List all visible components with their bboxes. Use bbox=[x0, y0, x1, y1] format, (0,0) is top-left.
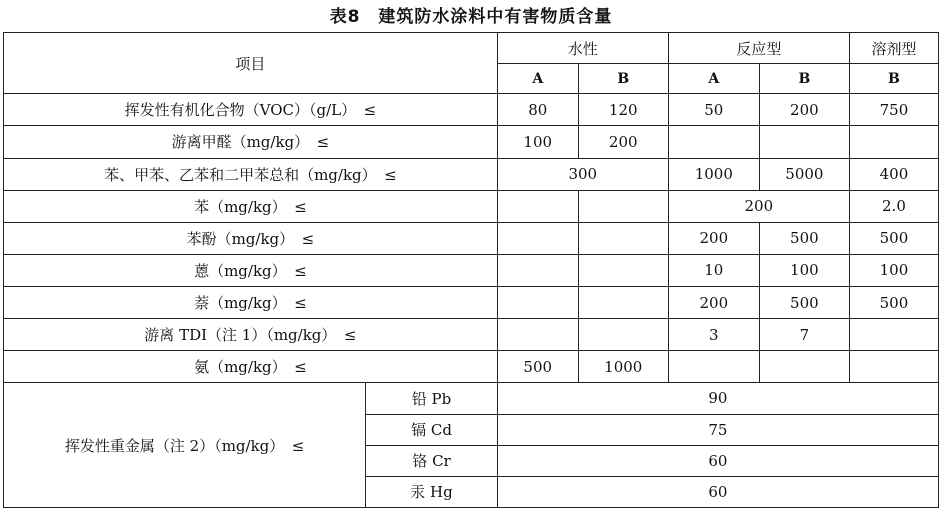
table-row bbox=[4, 351, 939, 383]
header-reactive: 反应型 bbox=[668, 33, 849, 64]
cell-reactive-a: 10 bbox=[668, 254, 759, 286]
cell-reactive-merged: 200 bbox=[668, 190, 849, 222]
metal-name: 汞 Hg bbox=[366, 476, 498, 507]
cell-reactive-b bbox=[759, 126, 849, 158]
table-row bbox=[4, 319, 939, 351]
row-label: 苯（mg/kg） ≤ bbox=[4, 190, 498, 222]
header-water-based: 水性 bbox=[497, 33, 668, 64]
heavy-metals-label: 挥发性重金属（注 2）（mg/kg） ≤ bbox=[4, 383, 366, 508]
metal-value: 60 bbox=[497, 445, 938, 476]
cell-water-b bbox=[578, 287, 668, 319]
header-item: 项目 bbox=[4, 33, 498, 94]
table-row bbox=[4, 126, 939, 158]
cell-water-merged: 300 bbox=[497, 158, 668, 190]
metal-name: 镉 Cd bbox=[366, 414, 498, 445]
row-label: 氨（mg/kg） ≤ bbox=[4, 351, 498, 383]
cell-reactive-b: 100 bbox=[759, 254, 849, 286]
cell-water-b: 200 bbox=[578, 126, 668, 158]
cell-reactive-a bbox=[668, 126, 759, 158]
subheader-solvent-b: B bbox=[849, 64, 938, 94]
metal-value: 90 bbox=[497, 383, 938, 414]
cell-reactive-b bbox=[759, 351, 849, 383]
table-row bbox=[4, 287, 939, 319]
table-row bbox=[4, 94, 939, 126]
cell-solvent-b bbox=[849, 319, 938, 351]
cell-solvent-b: 500 bbox=[849, 287, 938, 319]
cell-water-a bbox=[497, 222, 578, 254]
cell-solvent-b: 100 bbox=[849, 254, 938, 286]
cell-water-a bbox=[497, 319, 578, 351]
cell-solvent-b: 500 bbox=[849, 222, 938, 254]
metal-name: 铬 Cr bbox=[366, 445, 498, 476]
cell-reactive-a: 50 bbox=[668, 94, 759, 126]
cell-reactive-b: 500 bbox=[759, 287, 849, 319]
metal-value: 75 bbox=[497, 414, 938, 445]
header-solvent-based: 溶剂型 bbox=[849, 33, 938, 64]
cell-solvent-b: 2.0 bbox=[849, 190, 938, 222]
cell-water-b bbox=[578, 222, 668, 254]
cell-solvent-b: 400 bbox=[849, 158, 938, 190]
table-row bbox=[4, 222, 939, 254]
table-row bbox=[4, 190, 939, 222]
cell-reactive-a: 200 bbox=[668, 222, 759, 254]
cell-water-a bbox=[497, 190, 578, 222]
subheader-reactive-a: A bbox=[668, 64, 759, 94]
cell-solvent-b bbox=[849, 351, 938, 383]
cell-reactive-b: 5000 bbox=[759, 158, 849, 190]
cell-water-a: 500 bbox=[497, 351, 578, 383]
table-row bbox=[4, 158, 939, 190]
subheader-water-b: B bbox=[578, 64, 668, 94]
cell-water-a bbox=[497, 254, 578, 286]
hazardous-substances-table bbox=[3, 32, 939, 508]
cell-water-b bbox=[578, 319, 668, 351]
cell-water-b: 120 bbox=[578, 94, 668, 126]
subheader-water-a: A bbox=[497, 64, 578, 94]
cell-water-a bbox=[497, 287, 578, 319]
cell-water-b bbox=[578, 190, 668, 222]
cell-water-a: 80 bbox=[497, 94, 578, 126]
metal-name: 铅 Pb bbox=[366, 383, 498, 414]
cell-water-a: 100 bbox=[497, 126, 578, 158]
cell-reactive-a: 1000 bbox=[668, 158, 759, 190]
cell-solvent-b: 750 bbox=[849, 94, 938, 126]
metal-value: 60 bbox=[497, 476, 938, 507]
row-label: 蒽（mg/kg） ≤ bbox=[4, 254, 498, 286]
row-label: 萘（mg/kg） ≤ bbox=[4, 287, 498, 319]
cell-reactive-a: 3 bbox=[668, 319, 759, 351]
cell-reactive-b: 200 bbox=[759, 94, 849, 126]
table-row bbox=[4, 383, 939, 414]
cell-solvent-b bbox=[849, 126, 938, 158]
cell-reactive-b: 500 bbox=[759, 222, 849, 254]
row-label: 苯酚（mg/kg） ≤ bbox=[4, 222, 498, 254]
cell-water-b: 1000 bbox=[578, 351, 668, 383]
row-label: 苯、甲苯、乙苯和二甲苯总和（mg/kg） ≤ bbox=[4, 158, 498, 190]
subheader-reactive-b: B bbox=[759, 64, 849, 94]
cell-reactive-a bbox=[668, 351, 759, 383]
row-label: 游离甲醛（mg/kg） ≤ bbox=[4, 126, 498, 158]
table-title: 表8 建筑防水涂料中有害物质含量 bbox=[329, 7, 613, 27]
cell-reactive-a: 200 bbox=[668, 287, 759, 319]
table-row bbox=[4, 254, 939, 286]
row-label: 挥发性有机化合物（VOC）（g/L） ≤ bbox=[4, 94, 498, 126]
row-label: 游离 TDI（注 1）（mg/kg） ≤ bbox=[4, 319, 498, 351]
cell-reactive-b: 7 bbox=[759, 319, 849, 351]
cell-water-b bbox=[578, 254, 668, 286]
